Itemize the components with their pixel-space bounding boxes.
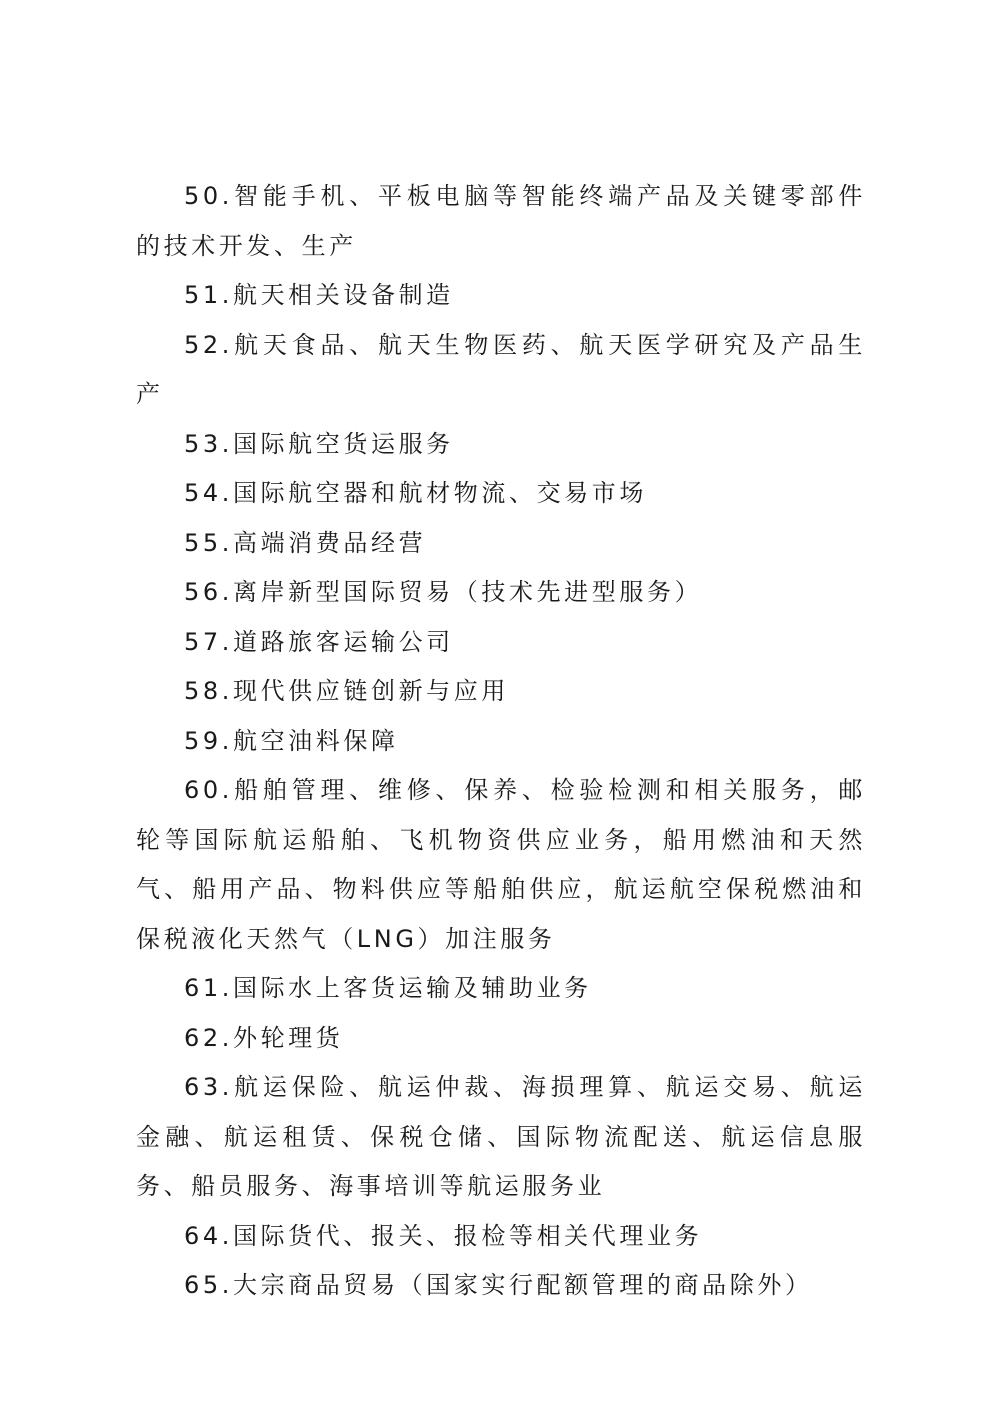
list-item-53: 53.国际航空货运服务 [184,429,454,458]
list-item-60: 60.船舶管理、维修、保养、检验检测和相关服务，邮轮等国际航运船舶、飞机物资供应业务，船用燃油和天然气、船用产品、物料供应等船舶供应，航运航空保税燃油和保税液化天然气（LNG）加注服务 [136,776,866,953]
list-item-58: 58.现代供应链创新与应用 [184,677,509,705]
list-item-64: 64.国际货代、报关、报检等相关代理业务 [184,1221,703,1250]
list-item-56: 56.离岸新型国际贸易（技术先进型服务） [184,578,703,606]
list-item-57: 57.道路旅客运输公司 [184,627,454,656]
list-item-59: 59.航空油料保障 [184,726,399,755]
list-item-55: 55.高端消费品经营 [184,528,427,557]
item-list [136,172,866,1311]
list-item-54: 54.国际航空器和航材物流、交易市场 [184,479,647,507]
list-item-51: 51.航天相关设备制造 [184,281,454,309]
list-item-61: 61.国际水上客货运输及辅助业务 [184,974,592,1002]
list-item-62: 62.外轮理货 [184,1023,344,1052]
list-item-63: 63.航运保险、航运仲裁、海损理算、航运交易、航运金融、航运租赁、保税仓储、国际物流配送、航运信息服务、船员服务、海事培训等航运服务业 [136,1073,866,1200]
list-item-52: 52.航天食品、航天生物医药、航天医学研究及产品生产 [136,330,866,408]
list-item-65: 65.大宗商品贸易（国家实行配额管理的商品除外） [184,1271,813,1299]
list-item-50: 50.智能手机、平板电脑等智能终端产品及关键零部件的技术开发、生产 [136,182,866,260]
